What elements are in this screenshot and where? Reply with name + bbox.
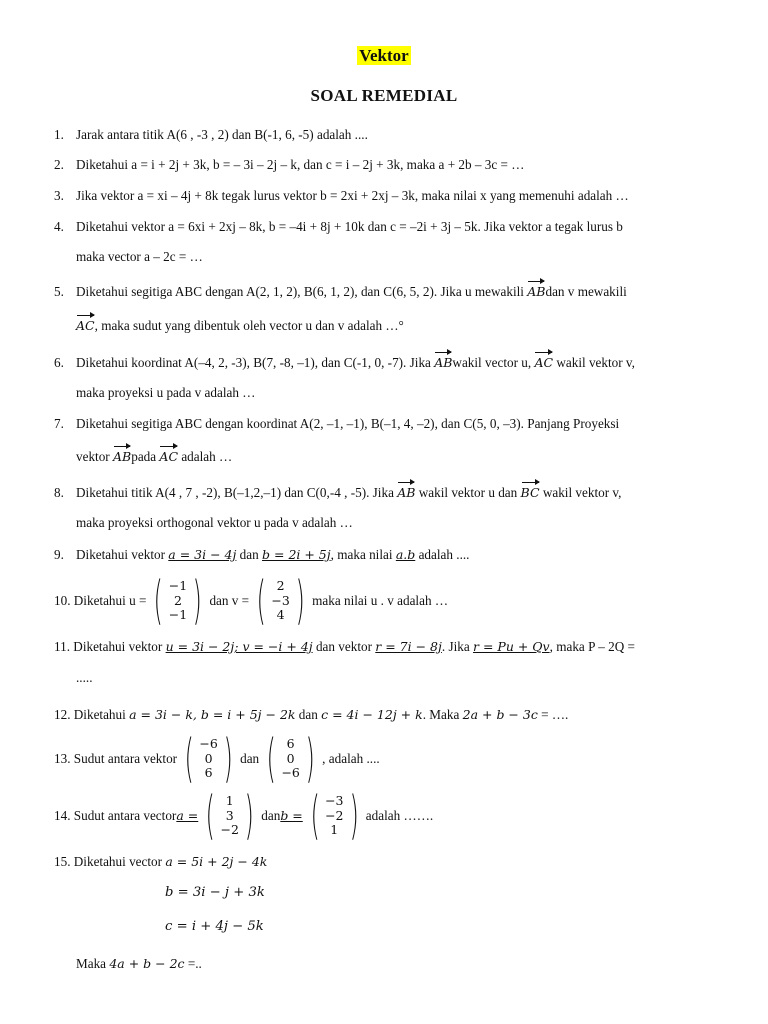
question-10: 10. Diketahui u = ( −1 2 −1 ) dan v = ( 2 −3 4 ) maka nilai u . v adalah … (54, 571, 449, 631)
matrix-b: ( −3 −2 1 ) (310, 786, 359, 846)
vector-a-eq: a = 5i + 2j − 4k (165, 854, 268, 869)
vector-ac: AC (159, 449, 179, 464)
question-14: 14. Sudut antara vector a = ( 1 3 −2 ) dan b = ( −3 −2 1 ) adalah ……. (54, 786, 434, 846)
vector-ab: AB (434, 355, 453, 370)
doc-subtitle: SOAL REMEDIAL (310, 86, 458, 105)
question-4: 4. Diketahui vektor a = 6xi + 2xj – 8k, b = –4i + 8j + 10k dan c = –2i + 3j – 5k. Jika vektor a tegak lurus b maka vector a – 2c = … (54, 219, 623, 264)
question-11: 11. Diketahui vektor u = 3i − 2j; v = −i + 4j dan vektor r = 7i − 8j. Jika r = Pu + Qv, maka P – 2Q = ..... (54, 639, 635, 685)
vector-ab: AB (527, 284, 546, 299)
question-6: 6. Diketahui koordinat A(–4, 2, -3), B(7, -8, –1), dan C(-1, 0, -7). Jika ABwakil vector u, AC wakil vektor v, maka proyeksi u pada v adalah … (54, 355, 635, 400)
vector-ab: AB (113, 449, 132, 464)
question-3: 3. Jika vektor a = xi – 4j + 8k tegak lurus vektor b = 2xi + 2xj – 3k, maka nilai x yang memenuhi adalah … (54, 188, 629, 203)
matrix-u: ( −1 2 −1 ) (154, 571, 202, 631)
vector-c-eq: c = i + 4j − 5k (165, 919, 264, 934)
question-15: 15. Diketahui vector a = 5i + 2j − 4k (54, 854, 268, 869)
doc-title: Vektor (359, 46, 409, 65)
question-15-final: Maka 4a + b − 2c =.. (76, 956, 202, 971)
matrix-v: ( 2 −3 4 ) (256, 571, 305, 631)
question-9: 9. Diketahui vektor a = 3i − 4j dan b = 2i + 5j, maka nilai a.b adalah .... (54, 547, 470, 562)
question-5: 5. Diketahui segitiga ABC dengan A(2, 1, 2), B(6, 1, 2), dan C(6, 5, 2). Jika u mewakili ABdan v mewakili AC, maka sudut yang dibentuk oleh vector u dan v adalah …° (54, 284, 627, 333)
question-2: 2. Diketahui a = i + 2j + 3k, b = – 3i – 2j – k, dan c = i – 2j + 3k, maka a + 2b – 3c = … (54, 157, 525, 172)
matrix-a: ( −6 0 6 ) (184, 729, 233, 789)
matrix-a: ( 1 3 −2 ) (205, 786, 254, 846)
question-7: 7. Diketahui segitiga ABC dengan koordinat A(2, –1, –1), B(–1, 4, –2), dan C(5, 0, –3). Panjang Proyeksi vektor ABpada AC adalah … (54, 416, 620, 464)
vector-bc: BC (520, 485, 540, 500)
vector-b-eq: b = 3i − j + 3k (165, 885, 265, 900)
matrix-b: ( 6 0 −6 ) (266, 729, 315, 789)
vector-ab: AB (397, 485, 416, 500)
question-1: 1. Jarak antara titik A(6 , -3 , 2) dan B(-1, 6, -5) adalah .... (54, 127, 368, 142)
question-8: 8. Diketahui titik A(4 , 7 , -2), B(–1,2,–1) dan C(0,-4 , -5). Jika AB wakil vektor u dan BC wakil vektor v, maka proyeksi orthogonal vektor u pada v adalah … (54, 485, 622, 530)
vector-ac: AC (76, 318, 95, 333)
vector-ac: AC (534, 355, 554, 370)
question-13: 13. Sudut antara vektor ( −6 0 6 ) dan ( 6 0 −6 ) , adalah .... (54, 729, 380, 789)
question-12: 12. Diketahui a = 3i − k, b = i + 5j − 2k dan c = 4i − 12j + k. Maka 2a + b − 3c = …. (54, 707, 569, 722)
